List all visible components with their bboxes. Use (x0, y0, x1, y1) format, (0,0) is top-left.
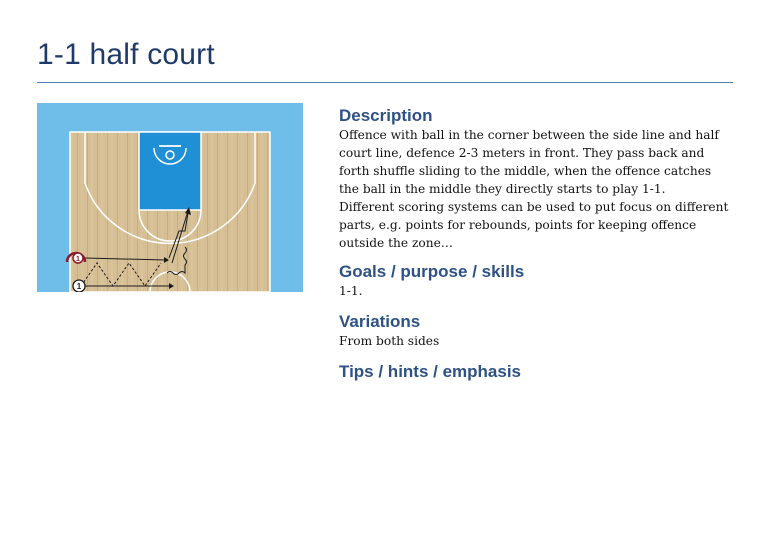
goals-text: 1-1. (339, 284, 363, 298)
title-divider (37, 82, 733, 83)
court-diagram-svg (37, 103, 303, 292)
description-section (339, 106, 731, 252)
variations-heading: Variations (339, 312, 421, 331)
description-heading: Description (339, 106, 433, 125)
goals-heading: Goals / purpose / skills (339, 262, 525, 281)
drill-content (339, 106, 731, 382)
tips-section (339, 362, 731, 382)
description-paragraph: Offence with ball in the corner between the side line and half court line, defence 2-3 meters in front. They pass back and forth shuffle sliding to the middle, when the offence catches the ball in the middle they directly starts to play 1-1. (339, 128, 719, 196)
offence-player-label: 1 (76, 282, 82, 291)
variations-section (339, 312, 731, 350)
page-title: 1-1 half court (37, 38, 215, 71)
goals-section (339, 262, 731, 300)
defence-player-label: 1 (76, 256, 80, 263)
court-diagram (37, 103, 303, 292)
variations-text: From both sides (339, 334, 440, 348)
description-paragraph: Different scoring systems can be used to put focus on different parts, e.g. points for rebounds, points for keeping offence outside the zone… (339, 200, 729, 250)
paint-area (139, 132, 201, 210)
tips-heading: Tips / hints / emphasis (339, 362, 522, 381)
